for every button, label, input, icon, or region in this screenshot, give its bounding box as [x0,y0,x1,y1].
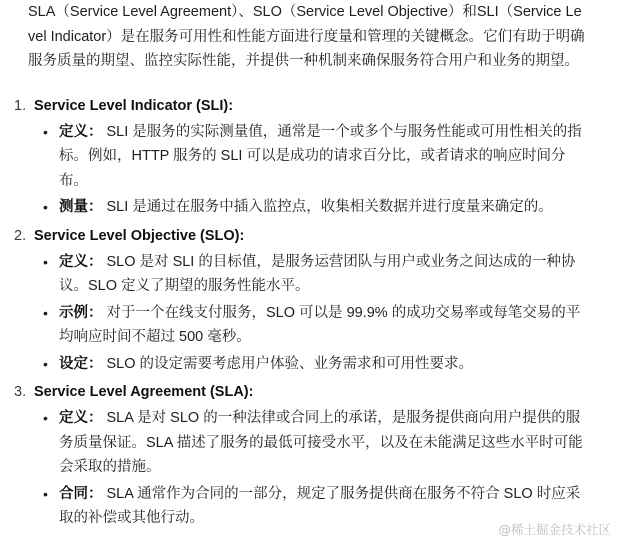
bullet-text: SLA 通常作为合同的一部分，规定了服务提供商在服务不符合 SLO 时应采取的补偿或其他行动。 [59,485,581,526]
section-title: Service Level Agreement (SLA): [34,384,254,400]
section-number: 2. [14,227,27,244]
bullet-label: 合同： [59,485,103,502]
section-title: Service Level Indicator (SLI): [34,97,234,114]
document-body [14,0,588,533]
section-number: 3. [14,384,27,400]
bullet-list [28,250,588,377]
bullet-dot-icon: • [43,485,48,502]
bullet-item [43,301,588,350]
bullet-dot-icon: • [43,123,48,140]
watermark: @稀土掘金技术社区 [498,521,611,537]
bullet-item [43,352,588,377]
bullet-dot-icon: • [43,199,48,215]
section-heading [14,92,588,120]
section-number: 1. [14,97,27,114]
bullet-dot-icon: • [43,355,48,372]
bullet-label: 定义： [59,253,103,270]
bullet-label: 设定： [59,355,103,372]
intro-paragraph: SLA（Service Level Agreement）、SLO（Service Level Objective）和SLI（Service Level Indicator）是在服务可用性和性能方面进行度量和管理的关键概念。它们有助于明确服务质量的期望、监控实际性能，并提供一种机制来确保服务符合用户和业务的期望。 [28,4,585,69]
bullet-label: 定义： [59,410,103,426]
section-item [14,378,588,531]
bullet-list [28,406,588,531]
bullet-dot-icon: • [43,410,48,426]
bullet-item [43,195,588,220]
bullet-item [43,120,588,194]
sections-list [14,92,588,531]
bullet-text: SLO 是对 SLI 的目标值，是服务运营团队与用户或业务之间达成的一种协议。SLO 定义了期望的服务性能水平。 [59,253,576,294]
bullet-label: 示例： [59,304,103,321]
bullet-item [43,406,588,480]
section-item [14,222,588,377]
section-item [14,92,588,220]
bullet-text: SLO 的设定需要考虑用户体验、业务需求和可用性要求。 [106,355,474,372]
section-title: Service Level Objective (SLO): [34,227,245,244]
bullet-dot-icon: • [43,253,48,270]
bullet-item [43,250,588,299]
bullet-text: SLI 是通过在服务中插入监控点，收集相关数据并进行度量来确定的。 [106,199,553,215]
bullet-list [28,120,588,220]
bullet-dot-icon: • [43,304,48,321]
bullet-text: SLI 是服务的实际测量值，通常是一个或多个与服务性能或可用性相关的指标。例如，HTTP 服务的 SLI 可以是成功的请求百分比，或者请求的响应时间分布。 [59,123,582,189]
bullet-text: 对于一个在线支付服务，SLO 可以是 99.9% 的成功交易率或每笔交易的平均响应时间不超过 500 毫秒。 [59,304,581,345]
section-heading [14,378,588,406]
bullet-text: SLA 是对 SLO 的一种法律或合同上的承诺，是服务提供商向用户提供的服务质量保证。SLA 描述了服务的最低可接受水平，以及在未能满足这些水平时可能会采取的措施。 [59,410,583,475]
section-heading [14,222,588,250]
bullet-label: 测量： [59,199,103,215]
bullet-label: 定义： [59,123,103,140]
